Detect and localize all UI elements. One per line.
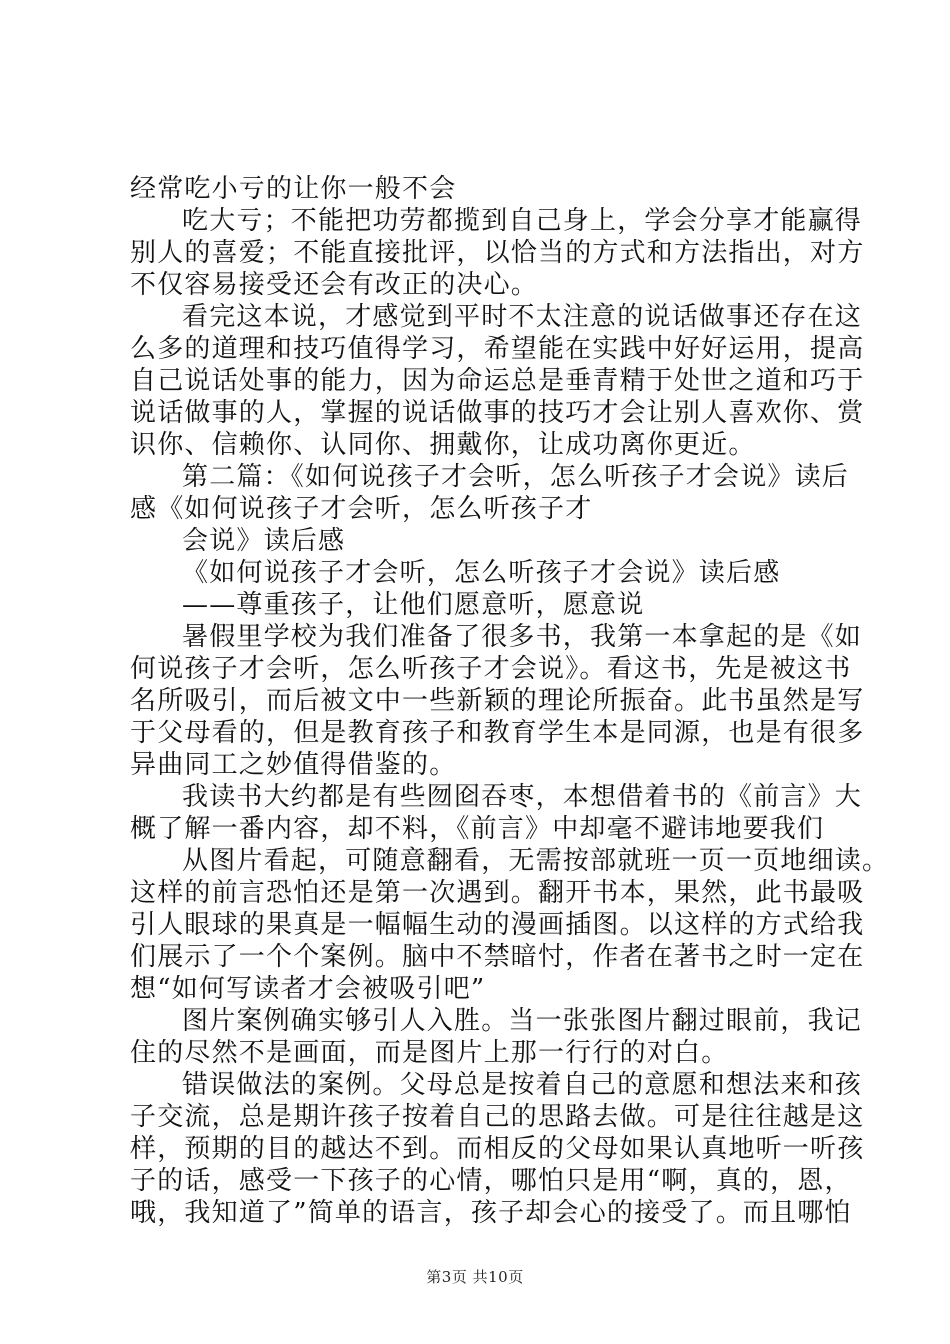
text-line: 第二篇：《如何说孩子才会听，怎么听孩子才会说》读后 [182,462,850,492]
text-line: 别人的喜爱；不能直接批评，以恰当的方式和方法指出，对方 [130,238,865,268]
text-line: 吃大亏；不能把功劳都揽到自己身上，学会分享才能赢得 [182,206,863,236]
text-line: 说话做事的人，掌握的说话做事的技巧才会让别人喜欢你、赏 [130,398,865,428]
text-line: 感《如何说孩子才会听，怎么听孩子才 [130,494,593,524]
text-line: ——尊重孩子，让他们愿意听，愿意说 [182,590,645,620]
text-line: 哦，我知道了”简单的语言，孩子却会心的接受了。而且哪怕 [130,1198,852,1228]
text-line: 看完这本说，才感觉到平时不太注意的说话做事还存在这 [182,302,863,332]
text-line: 错误做法的案例。父母总是按着自己的意愿和想法来和孩 [182,1070,863,1100]
text-line: 概了解一番内容，却不料，《前言》中却毫不避讳地要我们 [130,814,825,844]
page-footer: 第3页 共10页 [426,1268,524,1286]
text-line: 识你、信赖你、认同你、拥戴你，让成功离你更近。 [130,430,756,460]
text-line: 图片案例确实够引人入胜。当一张张图片翻过眼前，我记 [182,1006,863,1036]
text-line: 名所吸引，而后被文中一些新颖的理论所振奋。此书虽然是写 [130,686,865,716]
text-line: 于父母看的，但是教育孩子和教育学生本是同源，也是有很多 [130,718,865,748]
text-line: 这样的前言恐怕还是第一次遇到。翻开书本，果然，此书最吸 [130,878,865,908]
text-line: 不仅容易接受还会有改正的决心。 [130,270,539,300]
text-line: 何说孩子才会听，怎么听孩子才会说》。看这书，先是被这书 [130,654,852,684]
text-line: 们展示了一个个案例。脑中不禁暗忖，作者在著书之时一定在 [130,942,865,972]
text-line: 经常吃小亏的让你一般不会 [130,174,457,204]
text-line: 会说》读后感 [182,526,346,556]
text-line: 子的话，感受一下孩子的心情，哪怕只是用“啊，真的，恩， [130,1166,852,1196]
text-line: 子交流，总是期许孩子按着自己的思路去做。可是往往越是这 [130,1102,865,1132]
text-line: 暑假里学校为我们准备了很多书，我第一本拿起的是《如 [182,622,863,652]
text-line: 自己说话处事的能力，因为命运总是垂青精于处世之道和巧于 [130,366,865,396]
text-line: 样，预期的目的越达不到。而相反的父母如果认真地听一听孩 [130,1134,865,1164]
text-line: 引人眼球的果真是一幅幅生动的漫画插图。以这样的方式给我 [130,910,865,940]
text-line: 么多的道理和技巧值得学习，希望能在实践中好好运用，提高 [130,334,865,364]
text-line: 我读书大约都是有些囫囵吞枣，本想借着书的《前言》大 [182,782,863,812]
text-line: 想“如何写读者才会被吸引吧” [130,974,486,1004]
text-line: 从图片看起，可随意翻看，无需按部就班一页一页地细读。 [182,846,890,876]
text-line: 《如何说孩子才会听，怎么听孩子才会说》读后感 [182,558,781,588]
text-line: 住的尽然不是画面，而是图片上那一行行的对白。 [130,1038,729,1068]
text-line: 异曲同工之妙值得借鉴的。 [130,750,457,780]
